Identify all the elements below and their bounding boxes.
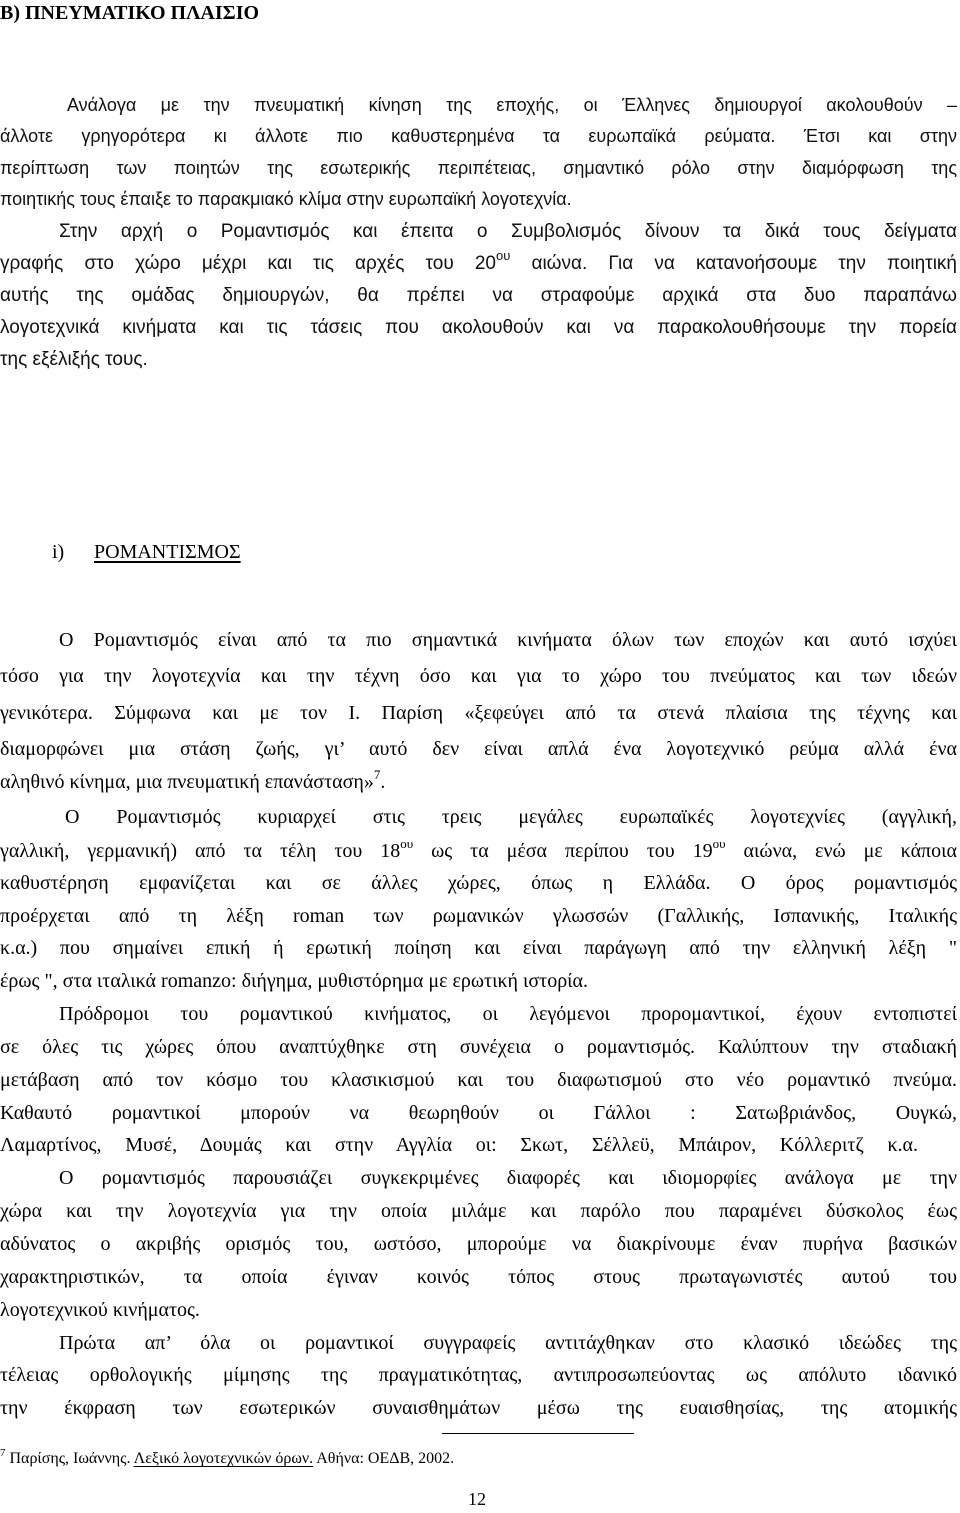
text-line: σε όλες τις χώρες όπου αναπτύχθηκε στη συνέχεια ο ρομαντισμός. Καλύπτουν την σταδιακή bbox=[0, 1036, 957, 1058]
footnote-separator bbox=[442, 1433, 634, 1434]
text-line: τέλειας ορθολογικής μίμησης της πραγματικότητας, αντιπροσωπεύοντας ως απόλυτο ιδανικό bbox=[0, 1364, 957, 1386]
text-line: γαλλική, γερμανική) από τα τέλη του $18^{o\upsilon}$ ως τα μέσα περίπου του $19^{o\upsilon}$ αιώνα, ενώ με κάποια bbox=[0, 836, 958, 862]
text-line: περίπτωση των ποιητών της εσωτερικής περιπέτειας, σημαντικό ρόλο στην διαμόρφωση της bbox=[0, 158, 957, 178]
text-line: χώρα και την λογοτεχνία για την οποία μιλάμε και παρόλο που παραμένει δύσκολος έως bbox=[0, 1200, 957, 1222]
text-line: γραφής στο χώρο μέχρι και τις αρχές του $20^{o\upsilon}$ αιώνα. Για να κατανοήσουμε την ποιητική bbox=[0, 248, 957, 274]
text-line: αδύνατος ο ακριβής ορισμός του, ωστόσο, μπορούμε να διακρίνουμε έναν πυρήνα βασικών bbox=[0, 1233, 957, 1255]
text-line: Καθαυτό ρομαντικοί μπορούν να θεωρηθούν οι Γάλλοι : Σατωβριάνδος, Ουγκώ, bbox=[0, 1102, 957, 1124]
text-line: λογοτεχνικά κινήματα και τις τάσεις που ακολουθούν και να παρακολουθήσουμε την πορεία bbox=[0, 317, 957, 338]
text-line: χαρακτηριστικών, τα οποία έγιναν κοινός τόπος στους πρωταγωνιστές αυτού του bbox=[0, 1266, 957, 1288]
text-line: μετάβαση από τον κόσμο του κλασικισμού και του διαφωτισμού στο νέο ρομαντικό πνεύμα. bbox=[0, 1069, 957, 1091]
text-line: προέρχεται από τη λέξη roman των ρωμανικών γλωσσών (Γαλλικής, Ισπανικής, Ιταλικής bbox=[0, 905, 957, 927]
text-line: γενικότερα. Σύμφωνα και με τον Ι. Παρίση «ξεφεύγει από τα στενά πλαίσια της τέχνης και bbox=[0, 702, 957, 724]
section-number: i) bbox=[52, 541, 65, 563]
text-line: την έκφραση των εσωτερικών συναισθημάτων μέσω της ευαισθησίας, της ατομικής bbox=[0, 1397, 957, 1419]
footnote: $^7$ Παρίσης, Ιωάννης. Λεξικό λογοτεχνικών όρων. Αθήνα: ΟΕΔΒ, 2002. bbox=[0, 1447, 455, 1467]
text-line: Λαμαρτίνος, Μυσέ, Δουμάς και στην Αγγλία οι: Σκωτ, Σέλλεϋ, Μπάιρον, Κόλλεριτζ κ.α. bbox=[0, 1134, 918, 1156]
text-line: άλλοτε γρηγορότερα κι άλλοτε πιο καθυστερημένα τα ευρωπαϊκά ρεύματα. Έτσι και στην bbox=[0, 126, 957, 146]
section-title: ΡΟΜΑΝΤΙΣΜΟΣ bbox=[94, 541, 241, 563]
text-line: Πρόδρομοι του ρομαντικού κινήματος, οι λεγόμενοι προρομαντικοί, έχουν εντοπιστεί bbox=[59, 1003, 957, 1025]
text-line: τόσο για την λογοτεχνία και την τέχνη όσο και για το χώρο του πνεύματος και των ιδεών bbox=[0, 665, 957, 687]
text-line: Ο ρομαντισμός παρουσιάζει συγκεκριμένες διαφορές και ιδιομορφίες ανάλογα με την bbox=[59, 1167, 957, 1189]
footnote-marker: 7 bbox=[0, 1447, 6, 1459]
text-line: διαμορφώνει μια στάση ζωής, γι’ αυτό δεν είναι απλά ένα λογοτεχνικό ρεύμα αλλά ένα bbox=[0, 738, 957, 760]
text-line: Πρώτα απ’ όλα οι ρομαντικοί συγγραφείς αντιτάχθηκαν στο κλασικό ιδεώδες της bbox=[59, 1332, 957, 1354]
footnote-book-title: Λεξικό λογοτεχνικών όρων. bbox=[133, 1450, 314, 1467]
text-line: Ο Ρομαντισμός είναι από τα πιο σημαντικά κινήματα όλων των εποχών και αυτό ισχύει bbox=[59, 629, 957, 651]
text-line: κ.α.) που σημαίνει επική ή ερωτική ποίηση και είναι παράγωγη από την ελληνική λέξη " bbox=[0, 937, 957, 959]
text-line: της εξέλιξής τους. bbox=[0, 349, 148, 370]
text-line: αυτής της ομάδας δημιουργών, θα πρέπει να στραφούμε αρχικά στα δυο παραπάνω bbox=[0, 285, 957, 306]
section-heading: Β) ΠΝΕΥΜΑΤΙΚΟ ΠΛΑΙΣΙΟ bbox=[0, 2, 260, 24]
page-number: 12 bbox=[468, 1489, 486, 1509]
text-line: αληθινό κίνημα, μια πνευματική επανάσταση»$^7$. bbox=[0, 767, 386, 793]
text-line: Ανάλογα με την πνευματική κίνηση της εποχής, οι Έλληνες δημιουργοί ακολουθούν – bbox=[67, 95, 957, 115]
text-line: Στην αρχή ο Ρομαντισμός και έπειτα ο Συμβολισμός δίνουν τα δικά τους δείγματα bbox=[59, 221, 957, 242]
text-line: έρως ", στα ιταλικά romanzo: διήγημα, μυθιστόρημα με ερωτική ιστορία. bbox=[0, 970, 589, 992]
text-line: Ο Ρομαντισμός κυριαρχεί στις τρεις μεγάλες ευρωπαϊκές λογοτεχνίες (αγγλική, bbox=[65, 806, 957, 828]
text-line: καθυστέρηση εμφανίζεται και σε άλλες χώρες, όπως η Ελλάδα. Ο όρος ρομαντισμός bbox=[0, 872, 957, 894]
text-line: λογοτεχνικού κινήματος. bbox=[0, 1299, 200, 1321]
text-line: ποιητικής τους έπαιξε το παρακμιακό κλίμα στην ευρωπαϊκή λογοτεχνία. bbox=[0, 189, 572, 209]
